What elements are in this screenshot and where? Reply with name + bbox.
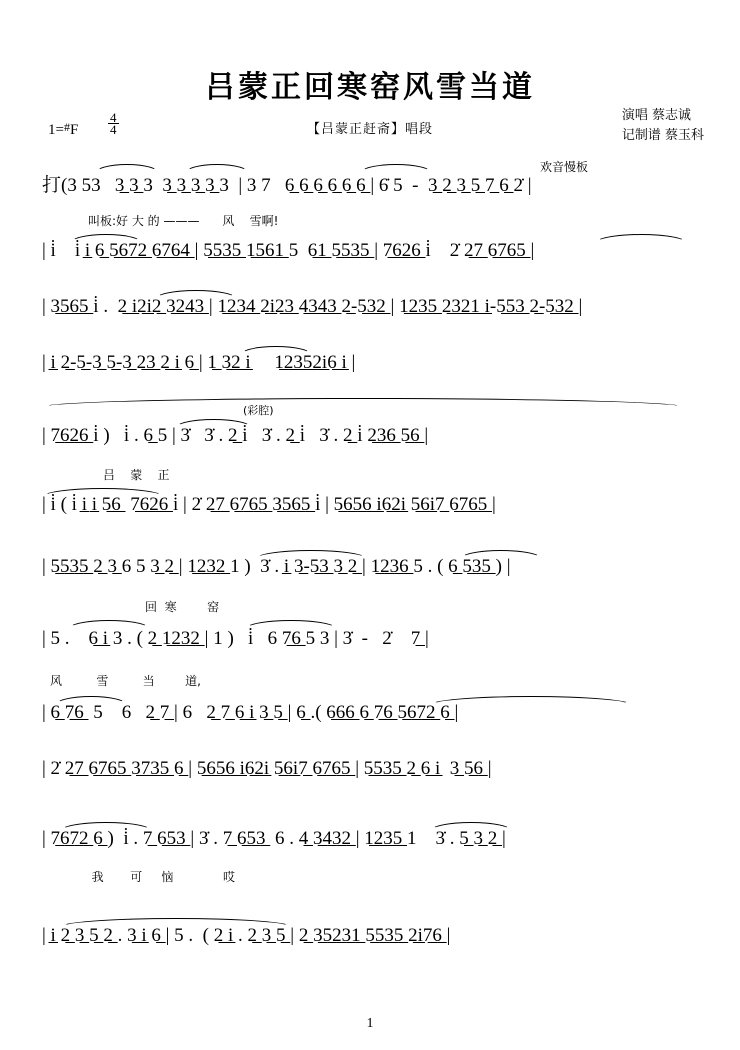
music-line-6-notes: | i̇ ( i̇ i̲ i̲ 5̲6̲ 7̲6̲2̲6̲ i̇ | 2̇ 2̲7̲ 6̲7̲6̲5̲ 3̲5̲6̲5̲ i̇ | 5̲6̲5̲6̲ i̲6̲2̲i̲ 5̲6̲i̲7̲ 6̲7̲6̲5̲ | — [42, 494, 496, 515]
music-line-6 — [42, 494, 702, 538]
meter-numerator: 4 — [110, 110, 117, 125]
music-line-8 — [42, 628, 702, 672]
music-line-2 — [42, 240, 702, 284]
music-line-3-notes: | 3̲5̲6̲5̲ i̇ . 2̲ i̲2̲i̲2̲ 3̲2̲4̲3̲ | 1̲2̲3̲4̲ 2̲i̲2̲3̲ 4̲3̲4̲3̲ 2̲-5̲3̲2̲ | 1̲2̲3̲5̲ 2̲3̲2̲1̲ i̲-5̲5̲3̲ 2̲-5̲3̲2̲ | — [42, 296, 583, 317]
music-line-3 — [42, 296, 702, 340]
slur-decoration — [460, 550, 542, 559]
subtitle: 【吕蒙正赶斋】唱段 — [306, 122, 433, 137]
credit-singer: 演唱 蔡志诚 — [621, 108, 691, 123]
music-line-8-notes: | 5 . 6̲ i̲ 3 . ( 2̲ 1̲2̲3̲2̲ | 1 ) i̇ 6 7̲6̲ 5 3 | 3̇ - 2̇ 7̲ | — [42, 628, 429, 649]
music-line-9 — [42, 702, 702, 746]
music-line-1 — [42, 170, 702, 214]
slur-decoration — [60, 918, 292, 927]
long-slur-decoration — [42, 398, 684, 407]
slur-decoration — [42, 488, 164, 497]
key-signature — [48, 120, 78, 139]
music-line-10 — [42, 758, 702, 802]
slur-decoration — [240, 346, 312, 355]
slur-decoration — [68, 620, 150, 629]
slur-decoration — [430, 822, 512, 831]
slur-decoration — [430, 696, 632, 705]
time-signature — [108, 112, 119, 135]
meter-denominator: 4 — [110, 122, 117, 137]
music-line-4 — [42, 352, 702, 396]
credit-notation: 记制谱 蔡玉科 — [621, 128, 704, 143]
lyrics-line-5: 吕 蒙 正 — [42, 468, 170, 482]
music-line-5 — [42, 425, 702, 469]
music-line-7-notes: | 5̲5̲3̲5̲ 2̲ 3̲ 6 5 3̲ 2̲ | 1̲2̲3̲2̲ 1 ) 3̇ . i̲ 3̲-5̲3̲ 3̲ 2̲ | 1̲2̲3̲6̲ 5 . ( 6̲ 5̲3̲5̲ ) | — [42, 556, 511, 577]
slur-decoration — [95, 164, 159, 173]
music-line-11 — [42, 828, 702, 872]
music-line-12-notes: | i̲ 2̲ 3̲ 5̲ 2̲ . 3̲ i̲ 6̲ | 5 . ( 2̲ i̲ . 2̲ 3̲ 5̲ | 2̲ 3̲5̲2̲3̲1̲ 5̲5̲3̲5̲ 2̲i̲7̲6̲ | — [42, 925, 451, 946]
key-label: 1= — [48, 122, 64, 138]
key-letter: F — [69, 122, 79, 138]
lyrics-line-7: 回 寒 窑 — [42, 600, 220, 614]
tempo-marking: 欢音慢板 — [540, 160, 589, 174]
lyrics-line-8: 风 雪 当 道, — [50, 674, 201, 688]
lyrics-line-1: 叫板:好 大 的 ——— 风 雪啊! — [88, 214, 279, 228]
music-line-5-notes: | 7̲6̲2̲6̲ i̇ ) i̇ . 6̲ 5 | 3̇ 3̇ . 2̲ i̇ 3̇ . 2̲ i̇ 3̇ . 2̲ i̇ 2̲3̲6̲ 5̲6̲ | — [42, 425, 429, 446]
slur-decoration — [155, 290, 237, 299]
music-line-1-notes: 打(3 53 3̲ 3̲ 3 3̲ 3̲ 3̲ 3̲ 3 | 3 7 6̲ 6̲ 6̲ 6̲ 6̲ 6̲ | 6̇ 5 - 3̲ 2̲ 3̲ 5̲ 7̲ 6̲ 2̇ | — [42, 175, 532, 196]
page-number: 1 — [366, 1016, 374, 1031]
slur-decoration — [360, 164, 432, 173]
music-line-11-notes: | 7̲6̲7̲2̲ 6̲ ) i̇ . 7̲ 6̲5̲3̲ | 3̇ . 7̲ 6̲5̲3̲ 6 . 4̲ 3̲4̲3̲2̲ | 1̲2̲3̲5̲ 1 3̇ . 5̲ 3̲ 2̲ | — [42, 828, 506, 849]
caiqiang-marking: (彩腔) — [243, 404, 274, 417]
slur-decoration — [255, 550, 367, 559]
music-line-12 — [42, 925, 702, 969]
slur-decoration — [185, 164, 249, 173]
slur-decoration — [245, 620, 337, 629]
page-title: 吕蒙正回寒窑风雪当道 — [205, 70, 535, 105]
credits — [622, 106, 704, 146]
slur-decoration — [60, 822, 152, 831]
lyrics-line-11: 我 可 恼 哎 — [42, 870, 235, 884]
slur-decoration — [70, 234, 142, 243]
music-line-10-notes: | 2̇ 2̲7̲ 6̲7̲6̲5̲ 3̲7̲3̲5̲ 6̲ | 5̲6̲5̲6̲ i̲6̲2̲i̲ 5̲6̲i̲7̲ 6̲7̲6̲5̲ | 5̲5̲3̲5̲ 2̲ 6̲ i̲ 3̲ 5̲6̲ | — [42, 758, 492, 779]
music-line-4-notes: | i̲ 2̲-5̲-3̲ 5̲-3̲ 2̲3̲ 2̲ i̲ 6̲ | 1̲ 3̲2̲ i̲ 1̲2̲3̲5̲2̲i̲6̲ i̲ | — [42, 352, 356, 373]
music-line-7 — [42, 556, 702, 600]
slur-decoration — [55, 696, 127, 705]
music-line-9-notes: | 6̲ 7̲6̲ 5 6 2̲ 7̲ | 6 2̲ 7̲ 6̲ i̲ 3̲ 5̲ | 6̲ .( 6̲6̲6̲ 6̲ 7̲6̲ 5̲6̲7̲2̲ 6̲ | — [42, 702, 459, 723]
slur-decoration — [175, 419, 252, 428]
slur-decoration — [595, 234, 687, 243]
music-line-2-notes: | i̇ i̇ i̲ 6̲ 5̲6̲7̲2̲ 6̲7̲6̲4̲ | 5̲5̲3̲5̲ 1̲5̲6̲1̲ 5 6̲1̲ 5̲5̲3̲5̲ | 7̲6̲2̲6̲ i̇ 2̇ 2̲7̲ 6̲7̲6̲5̲ | — [42, 240, 535, 261]
key-sharp: # — [63, 120, 70, 134]
